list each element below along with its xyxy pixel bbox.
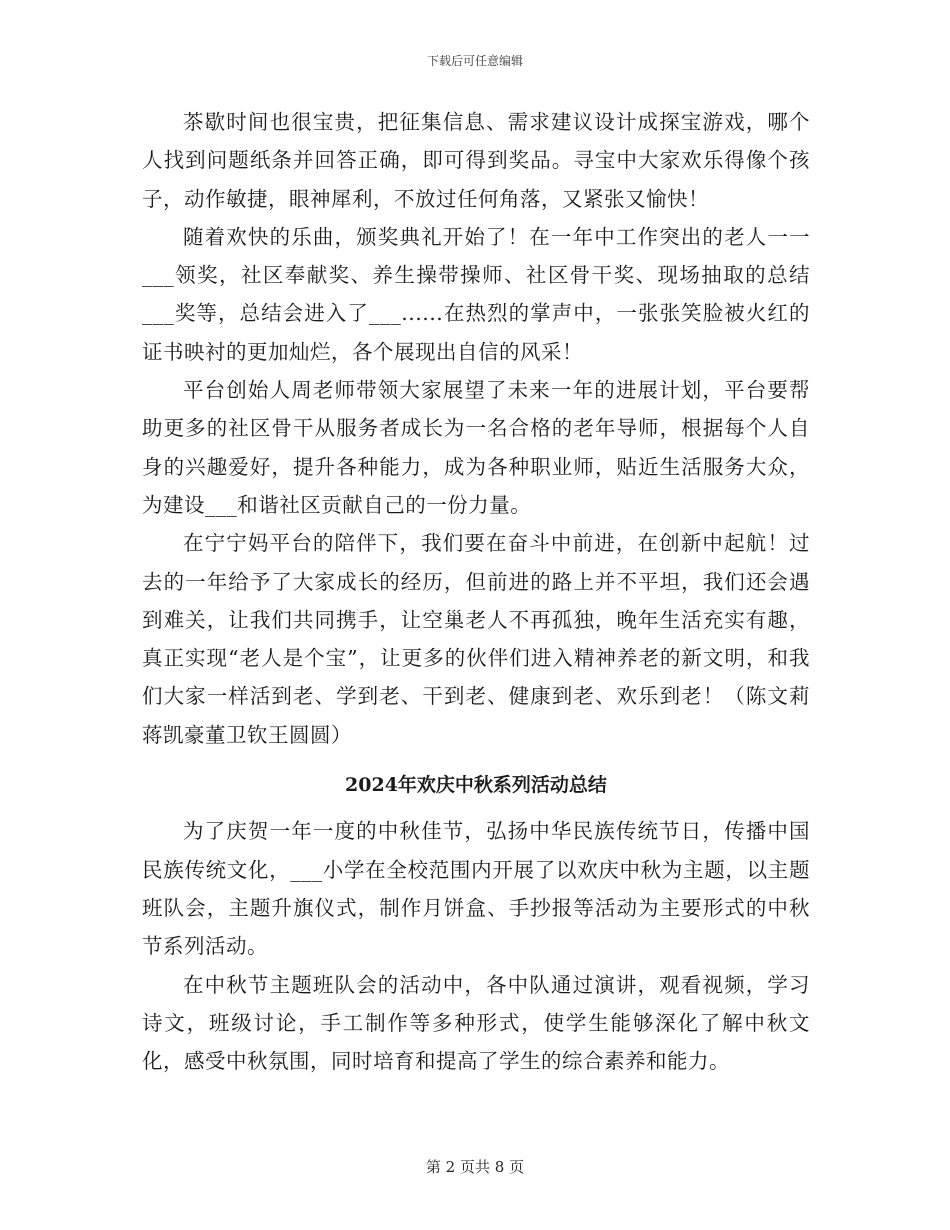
paragraph-mid-autumn-class-meeting: 在中秋节主题班队会的活动中，各中队通过演讲，观看视频，学习诗文，班级讨论，手工制作等多种形式，使学生能够深化了解中秋文化，感受中秋氛围，同时培育和提高了学生的综合素养和能力。 [142, 972, 810, 1074]
page-number: 第 2 页共 8 页 [425, 1158, 525, 1176]
paragraph-award-ceremony: 随着欢快的乐曲，颁奖典礼开始了！在一年中工作突出的老人一一___领奖，社区奉献奖、养生操带操师、社区骨干奖、现场抽取的总结___奖等，总结会进入了___......在热烈的掌声中，一张张笑脸被火红的证书映衬的更加灿烂，各个展现出自信的风采！ [142, 224, 810, 364]
paragraph-closing: 在宁宁妈平台的陪伴下，我们要在奋斗中前进，在创新中起航！过去的一年给予了大家成长的经历，但前进的路上并不平坦，我们还会遇到难关，让我们共同携手，让空巢老人不再孤独，晚年生活充实有趣，真正实现“老人是个宝”，让更多的伙伴们进入精神养老的新文明，和我们大家一样活到老、学到老、干到老、健康到老、欢乐到老！（陈文莉蒋凯豪董卫钦王圆圆） [142, 531, 810, 747]
paragraph-mid-autumn-intro: 为了庆贺一年一度的中秋佳节，弘扬中华民族传统节日，传播中国民族传统文化，___小学在全校范围内开展了以欢庆中秋为主题，以主题班队会，主题升旗仪式，制作月饼盒、手抄报等活动为主要形式的中秋节系列活动。 [142, 819, 810, 959]
section-title: 2024年欢庆中秋系列活动总结 [345, 774, 607, 797]
page-header-note: 下载后可任意编辑 [426, 54, 523, 68]
paragraph-future-plan: 平台创始人周老师带领大家展望了未来一年的进展计划，平台要帮助更多的社区骨干从服务者成长为一名合格的老年导师，根据每个人自身的兴趣爱好，提升各种能力，成为各种职业师，贴近生活服务大众，为建设___和谐社区贡献自己的一份力量。 [142, 378, 810, 517]
paragraph-tea-break: 茶歇时间也很宝贵，把征集信息、需求建议设计成探宝游戏，哪个人找到问题纸条并回答正确，即可得到奖品。寻宝中大家欢乐得像个孩子，动作敏捷，眼神犀利，不放过任何角落，又紧张又愉快！ [142, 110, 810, 211]
document-body [142, 103, 810, 1080]
